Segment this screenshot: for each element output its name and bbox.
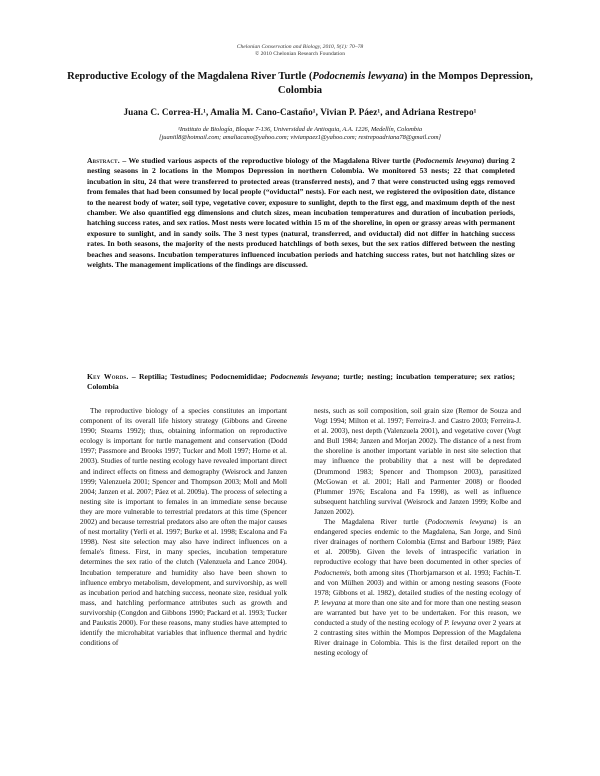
copyright-notice: © 2010 Chelonian Research Foundation (254, 51, 345, 57)
title-main: Reproductive Ecology of the Magdalena River Turtle ( (67, 71, 313, 82)
body-column-right (314, 406, 521, 658)
journal-header (0, 44, 600, 58)
keywords-text: – Reptilia; Testudines; Podocnemididae; Podocnemis lewyana; turtle; nesting; incubation temperature; sex ratios; Colombia (87, 372, 515, 392)
affiliation-emails: [juaniil8@hotmail.com; amaliacano@yahoo.com; vivianpaez1@yahoo.com; restrepoadriana78@gmail.com] (158, 134, 441, 142)
journal-citation: Chelonian Conservation and Biology, 2010, 9(1): 70–78 (236, 44, 364, 50)
body-paragraph: nests, such as soil composition, soil grain size (Remor de Souza and Vogt 1994; Milton et al. 1997; Ferreira-J. and Castro 2003; Ferreira-J. et al. 2003), nest depth (Valenzuela 2001), and vegetative cover (Vogt and Bull 1984; Janzen and Morjan 2002). The distance of a nest from the shoreline is another important variable in nest site selection that may influence the probability that a nest will be depredated (Drummond 1983; Spencer and Thompson 2003), parasitized (McGowan et al. 2001; Hall and Parmenter 2008) or flooded (Plummer 1976; Escalona and Fa 1998), as well as influence subsequent hatchling survival (Weisrock and Janzen 1999; Kolbe and Janzen 2002). (314, 406, 521, 516)
body-paragraph: The reproductive biology of a species constitutes an important component of its overall life history strategy (Gibbons and Greene 1990; Stearns 1992); thus, obtaining information on reproductive ecology is important for turtle management and conservation (Dodd 1997; Passmore and Brooks 1997; Tucker and Moll 1997; Horne et al. 2003). Studies of turtle nesting ecology have revealed important direct and indirect effects on fitness and demography (Weisrock and Janzen 1999; Valenzuela 2001; Spencer and Thompson 2003; Moll and Moll 2004; Janzen et al. 2007; Páez et al. 2009a). The process of selecting a nesting site is important to females in an immediate sense because they are more vulnerable to terrestrial predators at this time (Spencer 2002) and because terrestrial predators also are often the major causes of nest mortality (Yerli et al. 1997; Burke et al. 1998; Escalona and Fa 1998). Nest site selection may also have indirect influences on a female's fitness. First, in many species, incubation temperature determines the sex ratio of the clutch (Valenzuela and Lance 2004). Incubation temperature and humidity also have been shown to influence embryo metabolism, development, and survivorship, as well as incubation period and hatching success, neonate size, residual yolk mass, and hatchling performance attributes such as growth and survivorship (Congdon and Gibbons 1990; Packard et al. 1993; Tucker and Paukstis 2000). For these reasons, many studies have attempted to identify the microhabitat variables that influence thermal and hydric conditions of (80, 406, 287, 648)
abstract-label: Abstract. (87, 156, 120, 165)
title-end: ) in the Mompos Depression, Colombia (277, 71, 533, 96)
body-column-left (80, 406, 287, 648)
affiliation-block (70, 126, 530, 143)
keywords-label: Key Words. (87, 372, 129, 381)
keywords (87, 372, 515, 393)
article-title (60, 70, 540, 98)
abstract (87, 156, 515, 270)
abstract-text: – We studied various aspects of the reproductive biology of the Magdalena River turtle (Podocnemis lewyana) during 2 nesting seasons in 2 locations in the Mompos Depression in northern Colombia. We monitored 53 nests; 22 that completed incubation in situ, 24 that were transferred to protected areas (transferred nests), and 7 that were constructed using eggs removed from females that had been consumed by local people (“oviductal” nests). For each nest, we registered the oviposition date, distance to the nearest body of water, soil type, vegetative cover, exposure to sunlight, depth to the first egg, and maximum depth of the nest chamber. We also quantified egg dimensions and clutch sizes, mean incubation temperatures and duration of incubation periods, hatching success rates, and sex ratios. Most nests were located within 15 m of the shoreline, in open or grassy areas with permanent exposure to sunlight, and in sandy soils. The 3 nest types (natural, transferred, and oviductal) did not differ in hatching success rates. In both seasons, the majority of the nests produced hatchlings of both sexes, but the sex ratios differed between the nesting beaches and seasons. Incubation temperatures influenced incubation periods and hatching success rates, but not hatchling sizes or weights. The management implications of the findings are discussed. (87, 156, 515, 270)
title-species: Podocnemis lewyana (312, 71, 404, 82)
body-paragraph: The Magdalena River turtle (Podocnemis lewyana) is an endangered species endemic to the Magdalena, San Jorge, and Sinú river drainages of northern Colombia (Ernst and Barbour 1989; Páez et al. 2009b). Given the levels of intraspecific variation in reproductive ecology that have been documented in other species of Podocnemis, both among sites (Thorbjarnarson et al. 1993; Fachín-T. and von Mülhen 2003) and within or among nesting seasons (Foote 1978; Gibbons et al. 1982), detailed studies of the nesting ecology of P. lewyana at more than one site and for more than one nesting season are warranted but have yet to be undertaken. For this reason, we conducted a study of the nesting ecology of P. lewyana over 2 years at 2 contrasting sites within the Mompos Depression of the Magdalena River drainage in Colombia. This is the first detailed report on the nesting ecology of (314, 517, 521, 658)
affiliation-address: ¹Instituto de Biología, Bloque 7-136, Universidad de Antioquia, A.A. 1226, Medellín, Colombia (177, 126, 423, 133)
author-list: Juana C. Correa-H.¹, Amalia M. Cano-Castaño¹, Vivian P. Páez¹, and Adriana Restrepo¹ (123, 107, 477, 117)
